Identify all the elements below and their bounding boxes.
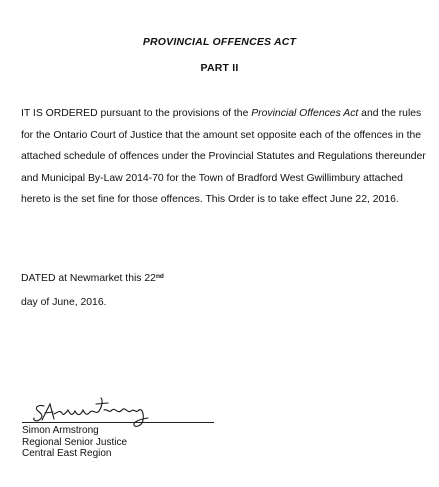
signer-region: Central East Region: [22, 448, 112, 459]
act-title: PROVINCIAL OFFENCES ACT: [142, 36, 297, 48]
order-text-start: IT IS ORDERED pursuant to the provisions of the: [21, 108, 252, 119]
dated-prefix: DATED at Newmarket this 22: [21, 273, 156, 284]
order-paragraph: [21, 103, 433, 211]
dated-suffix: nd: [155, 273, 164, 280]
act-name: Provincial Offences Act: [251, 108, 359, 119]
part-title: PART II: [200, 62, 239, 74]
day-line: day of June, 2016.: [21, 297, 107, 308]
signer-title: Regional Senior Justice: [22, 436, 128, 448]
order-text-end: and the rules for the Ontario Court of Justice that the amount set opposite each of the offences in the attached schedule of offences under the Provincial Statutes and Regulations thereunder and Municipal By-Law 2014-70 for the Town of Bradford West Gwillimbury attached hereto is the set fine for those offences. This Order is to take effect June 22, 2016.: [21, 108, 426, 205]
signer-name: Simon Armstrong: [22, 425, 99, 436]
signature-line: [22, 422, 214, 423]
dated-line: [21, 272, 164, 286]
signer-block: [22, 425, 127, 460]
